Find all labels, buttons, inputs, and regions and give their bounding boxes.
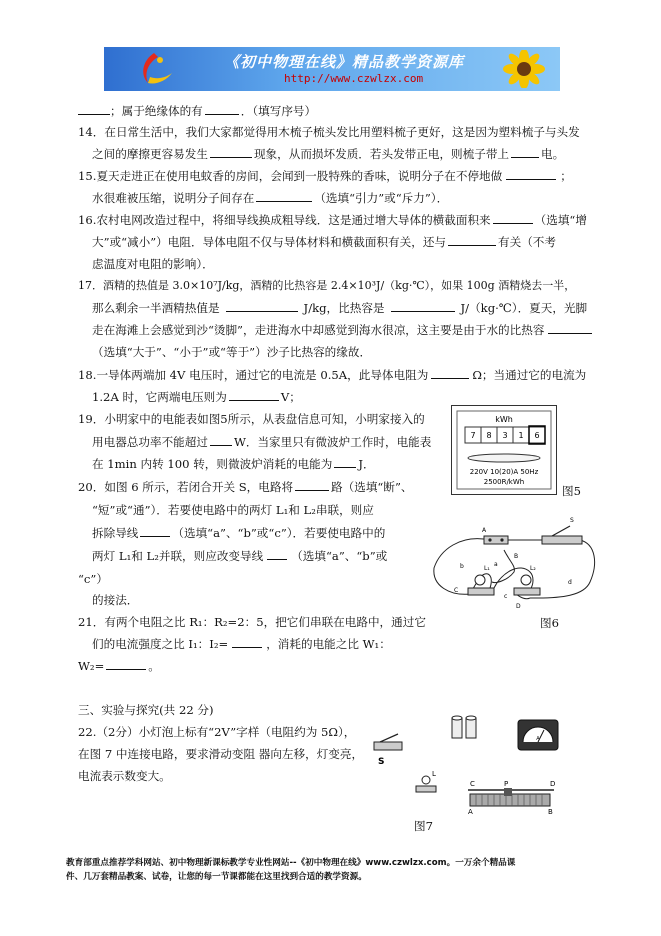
line-21: “c”） <box>78 572 108 586</box>
line-7: 虑温度对电阻的影响）． <box>92 257 214 271</box>
label-D: D <box>550 780 556 788</box>
answer-blank[interactable] <box>226 300 298 312</box>
label-a: a <box>494 561 498 568</box>
site-logo-icon <box>134 51 176 87</box>
label-S: S <box>570 517 574 524</box>
answer-blank[interactable] <box>334 456 356 468</box>
line-2: 之间的摩擦更容易发生 现象，从而损坏发质．若头发带正电，则梳子带上 电。 <box>92 147 565 161</box>
electric-meter-figure <box>451 405 557 495</box>
answer-blank[interactable] <box>511 146 539 158</box>
answer-blank[interactable] <box>140 525 170 537</box>
answer-blank[interactable] <box>548 322 592 334</box>
footer-line-1: 教育部重点推荐学科网站、初中物理新课标教学专业性网站--《初中物理在线》www.czwlzx.com。一万余个精品课 <box>66 858 516 868</box>
footer-line-2: 件、几万套精品教案、试卷，让您的每一节课都能在这里找到合适的教学资源。 <box>66 872 367 882</box>
answer-blank[interactable] <box>506 168 556 180</box>
meter-digit: 3 <box>502 431 508 440</box>
line-25: W₂= 。 <box>78 659 160 673</box>
line-29: 电流表示数变大。 <box>78 769 171 783</box>
apparatus-figure <box>368 712 568 816</box>
meter-digit: 1 <box>518 431 524 440</box>
line-16: 在 1min 内转 100 转，则微波炉消耗的电能为 J． <box>92 457 375 471</box>
line-24: 们的电流强度之比 I₁：I₂= ，消耗的电能之比 W₁： <box>92 637 391 651</box>
question-22: 22.（2分）小灯泡上标有“2V”字样（电阻约为 5Ω）， <box>78 725 356 739</box>
line-4: 水很难被压缩，说明分子间存在 （选填“引力”或“斥力”）． <box>92 191 449 205</box>
fig6-caption: 图6 <box>540 616 559 630</box>
line-28: 在图 7 中连接电路，要求滑动变阻 器向左移，灯变亮， <box>78 747 364 761</box>
question-15: 15.夏天走进正在使用电蚊香的房间，会闻到一股特殊的香味，说明分子在不停地做 ； <box>78 169 572 183</box>
question-19: 19．小明家中的电能表如图5所示，从表盘信息可知，小明家接入的 <box>78 412 425 426</box>
meter-digit: 7 <box>470 431 476 440</box>
label-S: S <box>378 757 385 767</box>
answer-blank[interactable] <box>210 434 232 446</box>
header-banner <box>104 47 560 91</box>
question-18: 18.一导体两端加 4V 电压时，通过它的电流是 0.5A，此导体电阻为 Ω；当通过它的电流为 <box>78 368 587 382</box>
circuit-figure <box>430 510 600 614</box>
answer-blank[interactable] <box>391 300 455 312</box>
answer-blank[interactable] <box>295 479 329 491</box>
line-0: ；属于绝缘体的有 ．（填写序号） <box>78 103 316 119</box>
line-20: 两灯 L₁和 L₂并联，则应改变导线 （选填“a”、“b”或 <box>92 549 388 563</box>
answer-blank[interactable] <box>493 212 533 224</box>
label-D: D <box>516 603 521 610</box>
banner-url[interactable]: http://www.czwlzx.com <box>284 72 424 85</box>
sunflower-icon <box>494 50 554 88</box>
line-6: 大”或“减小”）电阻．导体电阻不仅与导体材料和横截面积有关，还与 有关（不考 <box>92 235 556 249</box>
meter-digit: 8 <box>486 431 492 440</box>
meter-spec: 220V 10(20)A 50Hz <box>469 468 539 476</box>
line-22: 的接法． <box>92 593 139 607</box>
label-L: L <box>432 770 436 778</box>
answer-blank[interactable] <box>229 389 279 401</box>
label-b: b <box>460 563 464 570</box>
label-L1: L₁ <box>484 565 490 572</box>
section-3-title: 三、实验与探究(共 22 分) <box>78 703 214 717</box>
banner-title: 《初中物理在线》精品教学资源库 <box>224 53 465 71</box>
answer-blank[interactable] <box>431 367 469 379</box>
label-B: B <box>548 808 553 816</box>
line-11: （选填“大于”、“小于”或“等于”）沙子比热容的缘故． <box>92 345 372 359</box>
label-P: P <box>504 780 509 788</box>
fig7-caption: 图7 <box>414 819 433 833</box>
question-17: 17．酒精的热值是 3.0×10⁷J/kg，酒精的比热容是 2.4×10³J/（kg·℃），如果 100g 酒精烧去一半， <box>78 279 576 292</box>
meter-rev-spec: 2500R/kWh <box>483 478 525 486</box>
line-9: 那么剩余一半酒精热值是 J/kg，比热容是 J/（kg·℃）．夏天，光脚 <box>92 301 588 315</box>
line-18: “短”或“通”）．若要使电路中的两灯 L₁和 L₂串联，则应 <box>92 503 374 517</box>
label-d: d <box>568 579 572 586</box>
line-13: 1.2A 时，它两端电压则为 V； <box>92 390 301 404</box>
label-C: C <box>454 587 459 594</box>
answer-blank[interactable] <box>448 234 496 246</box>
question-16: 16.农村电网改造过程中，将细导线换成粗导线．这是通过增大导体的横截面积来 （选填“增 <box>78 213 587 227</box>
question-20: 20．如图 6 所示，若闭合开关 S，电路将 路（选填“断”、 <box>78 480 413 494</box>
question-21: 21．有两个电阻之比 R₁：R₂=2：5，把它们串联在电路中，通过它 <box>78 615 426 629</box>
label-C: C <box>470 780 475 788</box>
answer-blank[interactable] <box>210 146 252 158</box>
line-15: 用电器总功率不能超过 W．当家里只有微波炉工作时，电能表 <box>92 435 432 449</box>
answer-blank[interactable] <box>256 190 312 202</box>
line-19: 拆除导线 （选填“a”、“b”或“c”）．若要使电路中的 <box>92 526 386 540</box>
answer-blank[interactable] <box>267 548 287 560</box>
meter-digit-decimal: 6 <box>534 431 540 440</box>
label-c: c <box>504 593 508 600</box>
label-L2: L₂ <box>530 565 536 572</box>
meter-unit: kWh <box>495 415 513 424</box>
answer-blank[interactable] <box>78 103 110 115</box>
label-B: B <box>514 553 519 560</box>
line-10: 走在海滩上会感觉到沙“烫脚”，走进海水中却感觉到海水很凉，这主要是由于水的比热容 <box>92 322 592 338</box>
label-A: A <box>468 808 473 816</box>
answer-blank[interactable] <box>106 658 146 670</box>
answer-blank[interactable] <box>205 103 239 115</box>
question-14: 14．在日常生活中，我们大家都觉得用木梳子梳头发比用塑料梳子更好，这是因为塑料梳子与头发 <box>78 125 580 139</box>
label-A: A <box>482 527 487 534</box>
fig5-caption: 图5 <box>562 484 581 498</box>
answer-blank[interactable] <box>232 636 262 648</box>
svg-text:A: A <box>536 736 540 742</box>
